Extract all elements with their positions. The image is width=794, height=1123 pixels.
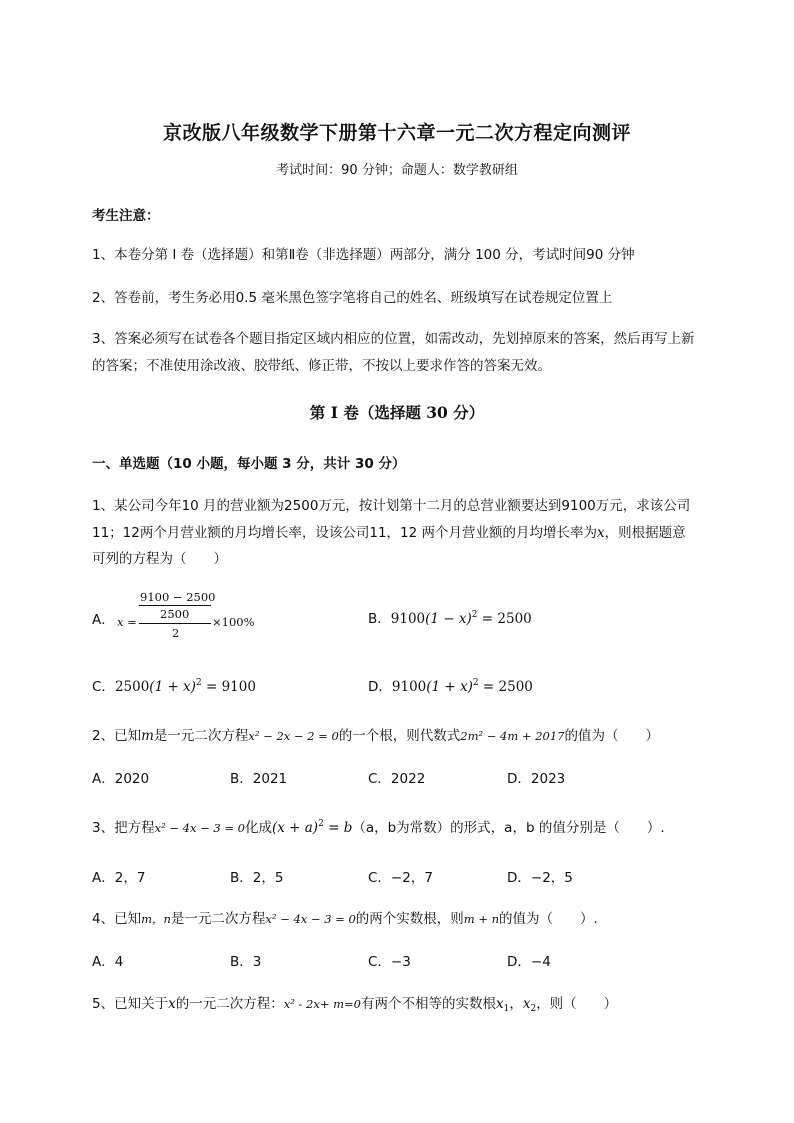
q5-root-1-index: 1 (503, 1004, 510, 1014)
q2-m: m (141, 728, 154, 744)
q2-pre: 2、已知 (92, 728, 142, 744)
q1-option-d-exponent: 2 (472, 678, 479, 688)
q5-mid: 的一元二次方程： (175, 996, 284, 1012)
q1-option-d-pre: 9100 (391, 679, 427, 695)
q5-equation: x² - 2x+ m=0 (283, 997, 361, 1011)
notice-item-1: 1、本卷分第 I 卷（选择题）和第Ⅱ卷（非选择题）两部分，满分 100 分，考试时间90 分钟 (92, 247, 635, 263)
q4-stem (92, 907, 598, 927)
q1-option-d (368, 675, 533, 695)
q1-option-b-post: = 2500 (477, 611, 532, 627)
q2-mid2: 的一个根，则代数式 (338, 728, 461, 744)
q5-separator: ， (509, 996, 523, 1012)
q2-option-b: B．2021 (230, 771, 288, 787)
q1-option-c-label: C． (92, 679, 115, 695)
q5-root-1: x (495, 996, 504, 1012)
q1-line-2-tail: ，则根据题意 (604, 525, 686, 541)
q2-equation: x² − 2x − 2 = 0 (248, 729, 339, 743)
q3-option-c: C．−2，7 (368, 870, 433, 886)
q2-post: 的值为（ ） (564, 728, 659, 744)
q1-option-b-paren: (1 − x) (425, 611, 472, 627)
part-heading: 一、单选题（10 小题，每小题 3 分，共计 30 分） (92, 456, 406, 472)
notice-heading: 考生注意： (92, 208, 160, 224)
q5-stem (92, 992, 617, 1014)
q5-x: x (168, 996, 176, 1012)
q3-tail: （a，b为常数）的形式，a，b 的值分别是（ ）. (352, 820, 665, 836)
q3-option-b: B．2，5 (230, 870, 284, 886)
q2-option-c: C．2022 (368, 771, 426, 787)
q1-option-a-tail: ×100% (212, 615, 255, 629)
page-title: 京改版八年级数学下册第十六章一元二次方程定向测评 (162, 122, 631, 144)
q4-option-a: A．4 (92, 954, 124, 970)
q3-form: (x + a) (271, 820, 319, 836)
q3-stem (92, 816, 665, 836)
q5-pre: 5、已知关于 (92, 996, 169, 1012)
q1-line-1: 1、某公司今年10 月的营业额为2500万元，按计划第十二月的总营业额要达到9100万元，求该公司 (92, 498, 691, 514)
q1-option-c (92, 675, 256, 695)
q1-option-a-x: x (117, 615, 124, 629)
q1-option-d-label: D． (368, 679, 392, 695)
q1-option-a-lhs (117, 615, 137, 629)
q1-option-c-post: = 9100 (201, 679, 256, 695)
q4-expression: m + n (463, 912, 500, 926)
q1-option-a-fraction-bar (139, 623, 211, 624)
q2-option-d: D．2023 (507, 771, 566, 787)
q4-mn: m，n (141, 912, 171, 926)
q1-option-a-numerator: 9100 − 2500 (140, 590, 216, 604)
q1-option-c-pre: 2500 (114, 679, 150, 695)
q4-option-b: B．3 (230, 954, 262, 970)
q1-line-3: 可列的方程为（ ） (92, 551, 227, 567)
q2-stem (92, 724, 659, 744)
q3-pre: 3、把方程 (92, 820, 155, 836)
q1-line-2-text: 11；12两个月营业额的月均增长率，设该公司11，12 两个月营业额的月均增长率为 (92, 525, 598, 541)
q2-mid: 是一元二次方程 (153, 728, 249, 744)
q5-mid2: 有两个不相等的实数根 (360, 996, 496, 1012)
q4-mid: 是一元二次方程 (170, 911, 266, 927)
q1-option-b-label: B． (368, 611, 391, 627)
q4-option-c: C．−3 (368, 954, 411, 970)
q2-expression: 2m² − 4m + 2017 (460, 729, 565, 743)
exam-info: 考试时间：90 分钟；命题人：数学教研组 (276, 163, 518, 178)
q3-mid: 化成 (244, 820, 272, 836)
section-title: 第 I 卷（选择题 30 分） (309, 403, 485, 422)
q1-option-c-paren: (1 + x) (149, 679, 196, 695)
q1-option-a-label: A． (92, 612, 115, 628)
q5-root-2-index: 2 (530, 1004, 537, 1014)
q1-option-b (368, 607, 532, 627)
notice-item-3: 3、答案必须写在试卷各个题目指定区域内相应的位置，如需改动，先划掉原来的答案，然后再写上新 (92, 331, 695, 347)
q4-equation: x² − 4x − 3 = 0 (265, 912, 356, 926)
q1-line-2 (92, 521, 686, 541)
q3-equation: x² − 4x − 3 = 0 (154, 821, 245, 835)
q5-post: ，则（ ） (536, 996, 618, 1012)
q4-post: 的值为（ ）. (499, 911, 598, 927)
q4-option-d: D．−4 (507, 954, 551, 970)
q1-option-d-post: = 2500 (478, 679, 533, 695)
q3-option-a: A．2，7 (92, 870, 146, 886)
q1-option-d-paren: (1 + x) (426, 679, 473, 695)
q1-option-b-pre: 9100 (390, 611, 426, 627)
q1-option-a-equals: = (127, 615, 137, 629)
notice-item-2: 2、答卷前，考生务必用0.5 毫米黑色签字笔将自己的姓名、班级填写在试卷规定位置上 (92, 290, 613, 306)
q5-root-2: x (522, 996, 531, 1012)
q1-option-a-denominator: 2 (172, 626, 180, 640)
q1-option-a-inner-fraction-bar (139, 605, 211, 606)
q3-form-post: = b (323, 820, 353, 836)
q1-option-a-inner-denominator: 2500 (160, 607, 190, 621)
q3-option-d: D．−2，5 (507, 870, 573, 886)
q4-mid2: 的两个实数根，则 (355, 911, 464, 927)
q1-option-c-exponent: 2 (195, 678, 202, 688)
q4-pre: 4、已知 (92, 911, 142, 927)
q2-option-a: A．2020 (92, 771, 150, 787)
notice-item-3-cont: 的答案；不准使用涂改液、胶带纸、修正带，不按以上要求作答的答案无效。 (92, 358, 551, 374)
q1-variable: x (597, 525, 605, 541)
q1-option-b-exponent: 2 (471, 610, 478, 620)
q3-exponent: 2 (318, 819, 324, 829)
